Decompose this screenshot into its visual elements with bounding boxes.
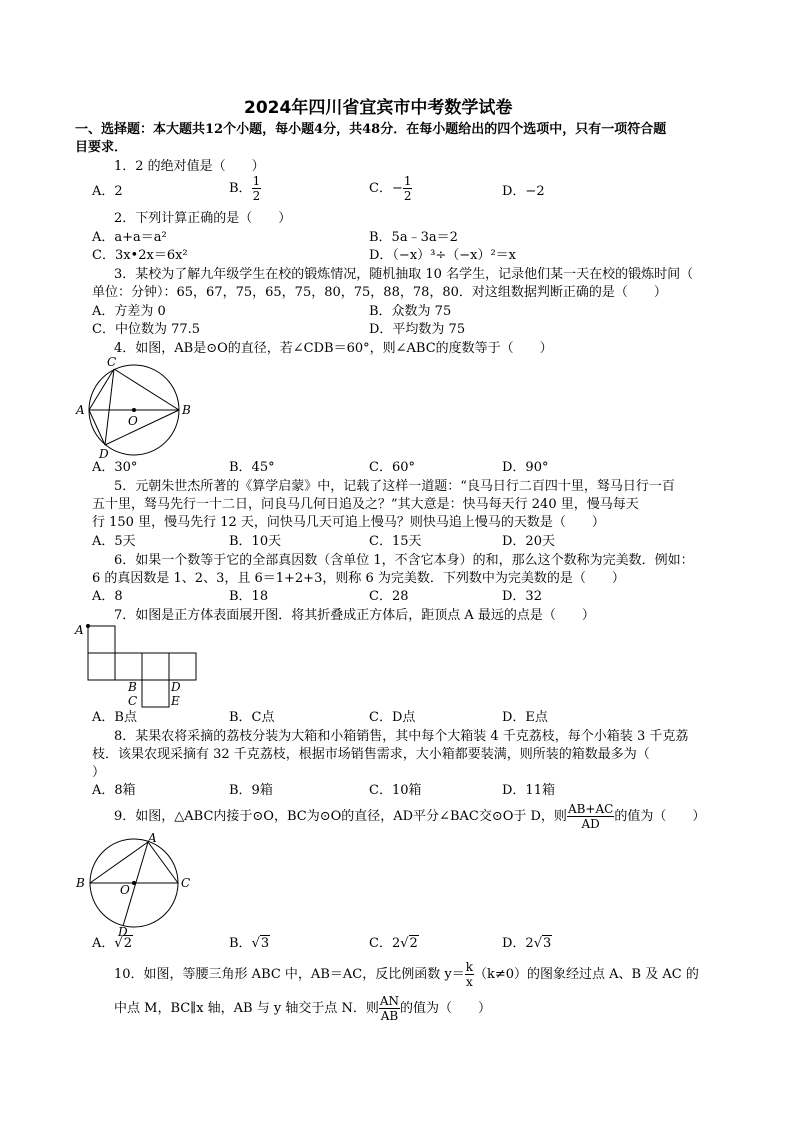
- q1-option-c-label: C．−: [369, 181, 403, 196]
- option-label: B．: [229, 936, 252, 951]
- label-e: E: [171, 694, 180, 708]
- q2-option-d: D．（−x）³÷（−x）²＝x: [369, 248, 517, 263]
- option-label: D．2: [502, 936, 534, 951]
- question-5-stem-cont-2: 行 150 里，慢马先行 12 天，问快马几天可追上慢马？则快马追上慢马的天数是（ ）: [92, 515, 605, 530]
- question-10-stem-cont: [114, 994, 491, 1023]
- fraction-denominator: AB: [380, 1009, 399, 1023]
- question-3-stem-cont: 单位：分钟）：65，67，75，65，75，80，75，88，78，80．对这组数据判断正确的是（ ）: [92, 285, 667, 300]
- segment-ba: [90, 842, 148, 883]
- q10-function-fraction: [465, 960, 474, 989]
- q1-option-c: [369, 174, 412, 203]
- question-10-stem: [114, 960, 699, 989]
- q3-option-a: A．方差为 0: [92, 304, 166, 319]
- q1-option-d: D．−2: [502, 184, 545, 199]
- q1-option-b: [229, 174, 261, 203]
- q3-option-b: B．众数为 75: [369, 304, 452, 319]
- option-label: A．: [92, 936, 115, 951]
- q6-option-a: A．8: [92, 589, 123, 604]
- section-heading: 一、选择题：本大题共12个小题，每小题4分，共48分．在每小题给出的四个选项中，只有一项符合题: [75, 122, 667, 137]
- q1-option-b-label: B．: [229, 181, 252, 196]
- q3-option-c: C．中位数为 77.5: [92, 322, 201, 337]
- label-a: A: [75, 623, 84, 637]
- q7-cube-net-figure: [72, 620, 202, 708]
- radicand: 3: [543, 936, 552, 951]
- label-d: D: [171, 680, 181, 694]
- fraction-numerator: 1: [252, 174, 261, 188]
- q6-option-b: B．18: [229, 589, 269, 604]
- q8-option-c: C．10箱: [369, 783, 422, 798]
- q5-option-d: D．20天: [502, 534, 555, 549]
- question-5-stem-cont-1: 五十里，驽马先行一十二日，问良马几何日追及之？”其大意是：快马每天行 240 里，慢马每天: [92, 497, 639, 512]
- q1-option-b-fraction: [252, 174, 262, 203]
- question-5-stem: 5．元朝朱世杰所著的《算学启蒙》中，记载了这样一道题：“良马日行二百四十里，驽马日行一百: [114, 479, 675, 494]
- fraction-numerator: AN: [379, 994, 400, 1008]
- label-a: A: [148, 831, 157, 845]
- center-point-o: [132, 408, 136, 412]
- q4-option-c: C．60°: [369, 460, 415, 475]
- segment-cd: [105, 369, 114, 445]
- q9-option-d: D．2√3: [502, 936, 552, 951]
- radicand: 3: [260, 936, 270, 951]
- question-2-stem: 2．下列计算正确的是（ ）: [114, 211, 292, 226]
- q6-option-c: C．28: [369, 589, 409, 604]
- option-label: C．2: [369, 936, 401, 951]
- q10-ratio-fraction: [379, 994, 400, 1023]
- label-a: A: [76, 403, 85, 417]
- segment-ad: [89, 410, 105, 445]
- net-square-top: [88, 626, 115, 653]
- q7-option-b: B．C点: [229, 710, 275, 725]
- question-8-stem: 8．某果农将采摘的荔枝分装为大箱和小箱销售，其中每个大箱装 4 千克荔枝，每个小箱装 3 千克荔: [114, 729, 689, 744]
- net-square-bottom: [142, 680, 169, 707]
- question-6-stem: 6．如果一个数等于它的全部真因数（含单位 1，不含它本身）的和，那么这个数称为完美数．例如：: [114, 553, 694, 568]
- label-d: D: [118, 925, 128, 938]
- question-8-stem-cont-2: ）: [92, 765, 106, 780]
- net-square-row-3: [142, 653, 169, 680]
- question-7-stem: 7．如图是正方体表面展开图．将其折叠成正方体后，距顶点 A 最远的点是（ ）: [114, 608, 595, 623]
- fraction-denominator: AD: [581, 817, 600, 831]
- q6-option-d: D．32: [502, 589, 542, 604]
- label-d: D: [99, 447, 109, 460]
- q5-option-a: A．5天: [92, 534, 136, 549]
- question-10-stem-text: 10．如图，等腰三角形 ABC 中，AB＝AC，反比例函数 y＝: [114, 967, 465, 982]
- fraction-denominator: x: [465, 975, 473, 989]
- q9-circle-figure: [72, 830, 192, 938]
- question-1-stem: 1．2 的绝对值是（ ）: [114, 159, 265, 174]
- section-heading-cont: 目要求．: [75, 140, 128, 155]
- label-b: B: [76, 876, 85, 890]
- question-9-stem-text: 9．如图，△ABC内接于⊙O，BC为⊙O的直径，AD平分∠BAC交⊙O于 D，则: [114, 809, 567, 824]
- q9-fraction: [567, 802, 614, 831]
- fraction-denominator: 2: [403, 189, 412, 203]
- label-c: C: [128, 694, 138, 708]
- fraction-numerator: 1: [403, 174, 412, 188]
- q9-option-a: A．√2: [92, 936, 132, 951]
- fraction-numerator: AB+AC: [567, 802, 614, 816]
- label-c: C: [107, 355, 117, 369]
- net-square-row-4: [169, 653, 196, 680]
- q9-option-b: B．√3: [229, 936, 270, 951]
- question-9-stem-tail: 的值为（ ）: [614, 809, 706, 824]
- net-square-row-1: [88, 653, 115, 680]
- radicand: 2: [409, 936, 418, 951]
- q1-option-c-fraction: [403, 174, 413, 203]
- q4-circle-figure: [72, 355, 192, 460]
- label-c: C: [181, 876, 191, 890]
- net-square-row-2: [115, 653, 142, 680]
- q1-option-a: A．2: [92, 184, 123, 199]
- q5-option-c: C．15天: [369, 534, 422, 549]
- fraction-denominator: 2: [252, 189, 261, 203]
- q4-option-d: D．90°: [502, 460, 549, 475]
- q5-option-b: B．10天: [229, 534, 282, 549]
- q9-option-c: C．2√2: [369, 936, 418, 951]
- fraction-numerator: k: [465, 960, 473, 974]
- q3-option-d: D．平均数为 75: [369, 322, 466, 337]
- segment-ac: [148, 842, 178, 883]
- q7-option-d: D．E点: [502, 710, 548, 725]
- vertex-a-dot: [86, 624, 90, 628]
- segment-cb: [114, 369, 179, 410]
- question-3-stem: 3．某校为了解九年级学生在校的锻炼情况，随机抽取 10 名学生，记录他们某一天在校的锻炼时间（: [114, 267, 694, 282]
- label-b: B: [182, 403, 191, 417]
- center-point-o: [132, 881, 136, 885]
- question-9-stem: [114, 802, 705, 831]
- q8-option-d: D．11箱: [502, 783, 555, 798]
- label-o: O: [120, 883, 130, 897]
- q2-option-c: C．3x•2x＝6x²: [92, 248, 188, 263]
- question-8-stem-cont-1: 枝．该果农现采摘有 32 千克荔枝，根据市场销售需求，大小箱都要装满，则所装的箱数最多为（: [92, 747, 650, 762]
- question-4-stem: 4．如图，AB是⊙O的直径，若∠CDB＝60°，则∠ABC的度数等于（ ）: [114, 341, 553, 356]
- page-title: 2024年四川省宜宾市中考数学试卷: [244, 98, 513, 118]
- q2-option-a: A．a+a＝a²: [92, 230, 167, 245]
- question-10-line2-tail: 的值为（ ）: [400, 1001, 492, 1016]
- question-6-stem-cont: 6 的真因数是 1、2、3，且 6＝1+2+3，则称 6 为完美数．下列数中为完美数的是（ ）: [92, 571, 625, 586]
- q2-option-b: B．5a﹣3a＝2: [369, 230, 458, 245]
- question-10-line2-text: 中点 M，BC∥x 轴，AB 与 y 轴交于点 N．则: [114, 1001, 379, 1016]
- q7-option-a: A．B点: [92, 710, 137, 725]
- q4-option-a: A．30°: [92, 460, 138, 475]
- q4-option-b: B．45°: [229, 460, 275, 475]
- radicand: 2: [123, 936, 132, 951]
- label-o: O: [128, 414, 138, 428]
- label-b: B: [128, 680, 137, 694]
- q8-option-a: A．8箱: [92, 783, 136, 798]
- question-10-stem-text-2: （k≠0）的图象经过点 A、B 及 AC 的: [473, 967, 699, 982]
- q7-option-c: C．D点: [369, 710, 416, 725]
- q8-option-b: B．9箱: [229, 783, 273, 798]
